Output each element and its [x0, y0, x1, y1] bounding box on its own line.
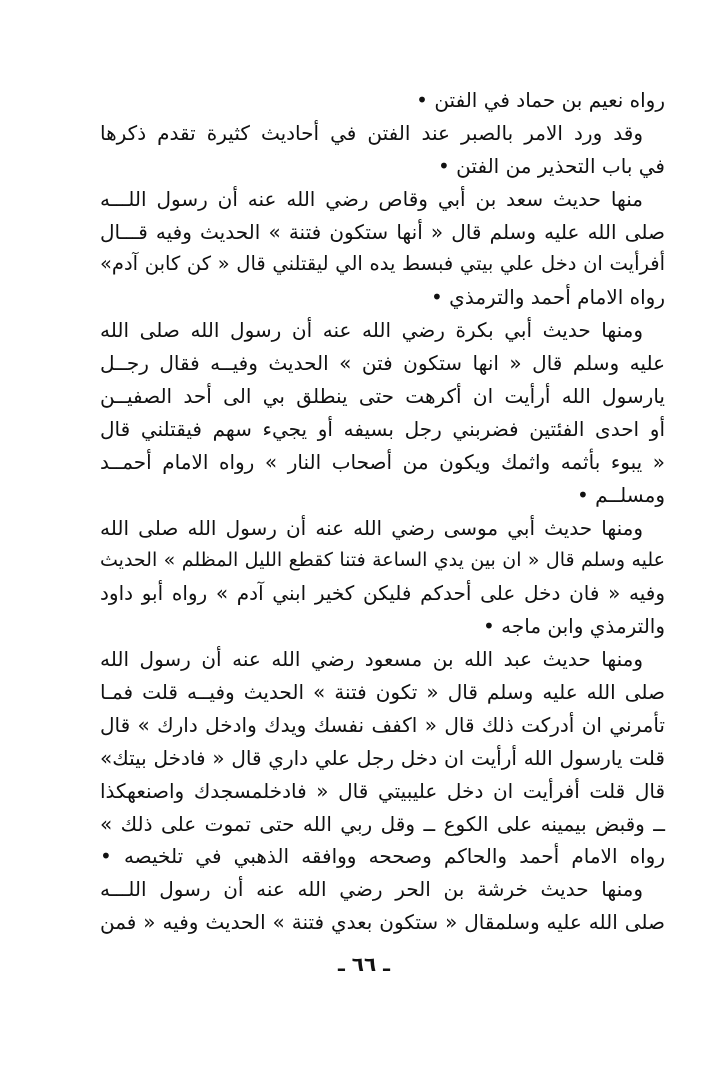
- text-line: والترمذي وابن ماجه •: [482, 614, 665, 639]
- text-line: ومنها حديث أبي موسى رضي الله عنه أن رسول الله صلى الله: [100, 515, 643, 540]
- text-line: في باب التحذير من الفتن •: [438, 153, 665, 178]
- text-line: صلى الله عليه وسلم قال « أنها ستكون فتنة » الحديث وفيه قـــال: [100, 219, 665, 244]
- text-line: عليه وسلم قال « انها ستكون فتن » الحديث وفيــه فقال رجــل: [100, 351, 665, 376]
- text-line: رواه الامام أحمد والحاكم وصححه ووافقه الذهبي في تلخيصه •: [100, 844, 665, 869]
- text-line: رواه الامام أحمد والترمذي •: [431, 285, 665, 310]
- text-line: ومسلــم •: [576, 482, 665, 507]
- text-line: ومنها حديث عبد الله بن مسعود رضي الله عنه أن رسول الله: [100, 647, 643, 672]
- text-line: تأمرني ان أدركت ذلك قال « اكفف نفسك ويدك وادخل دارك » قال: [100, 712, 665, 737]
- text-line: قلت يارسول الله أرأيت ان دخل رجل علي داري قال « فادخل بيتك»: [100, 745, 665, 770]
- text-line: أفرأيت ان دخل علي بيتي فبسط يده الي ليقتلني قال « كن كابن آدم»: [100, 252, 665, 276]
- text-line: يارسول الله أرأيت ان أكرهت حتى ينطلق بي الى أحد الصفيــن: [100, 384, 665, 409]
- text-line: منها حديث سعد بن أبي وقاص رضي الله عنه أن رسول اللـــه: [100, 186, 643, 211]
- text-line: صلى الله عليه وسلمقال « ستكون بعدي فتنة » الحديث وفيه « فمن: [100, 910, 665, 935]
- text-line: رواه نعيم بن حماد في الفتن •: [416, 88, 665, 112]
- text-line: « يبوء بأثمه واثمك ويكون من أصحاب النار » رواه الامام أحمــد: [100, 449, 665, 474]
- text-line: عليه وسلم قال « ان بين يدي الساعة فتنا كقطع الليل المظلم » الحديث: [100, 549, 665, 572]
- text-line: صلى الله عليه وسلم قال « تكون فتنة » الحديث وفيــه قلت فمـا: [100, 680, 665, 705]
- page-body: [100, 84, 665, 939]
- text-line: ومنها حديث أبي بكرة رضي الله عنه أن رسول الله صلى الله: [100, 318, 643, 343]
- text-line: وقد ورد الامر بالصبر عند الفتن في أحاديث كثيرة تقدم ذكرها: [100, 120, 643, 145]
- text-line: أو احدى الفئتين فضربني رجل بسيفه أو يجيء سهم فيقتلني قال: [100, 416, 665, 441]
- text-line: ومنها حديث خرشة بن الحر رضي الله عنه أن رسول اللـــه: [100, 877, 643, 902]
- text-line: وفيه « فان دخل على أحدكم فليكن كخير ابني آدم » رواه أبو داود: [100, 581, 665, 606]
- text-line: قال قلت أفرأيت ان دخل عليبيتي قال « فادخلمسجدك واصنعهكذا: [100, 778, 665, 803]
- page-number: ـ ٦٦ ـ: [337, 952, 391, 976]
- text-line: ــ وقبض بيمينه على الكوع ــ وقل ربي الله حتى تموت على ذلك »: [100, 811, 665, 836]
